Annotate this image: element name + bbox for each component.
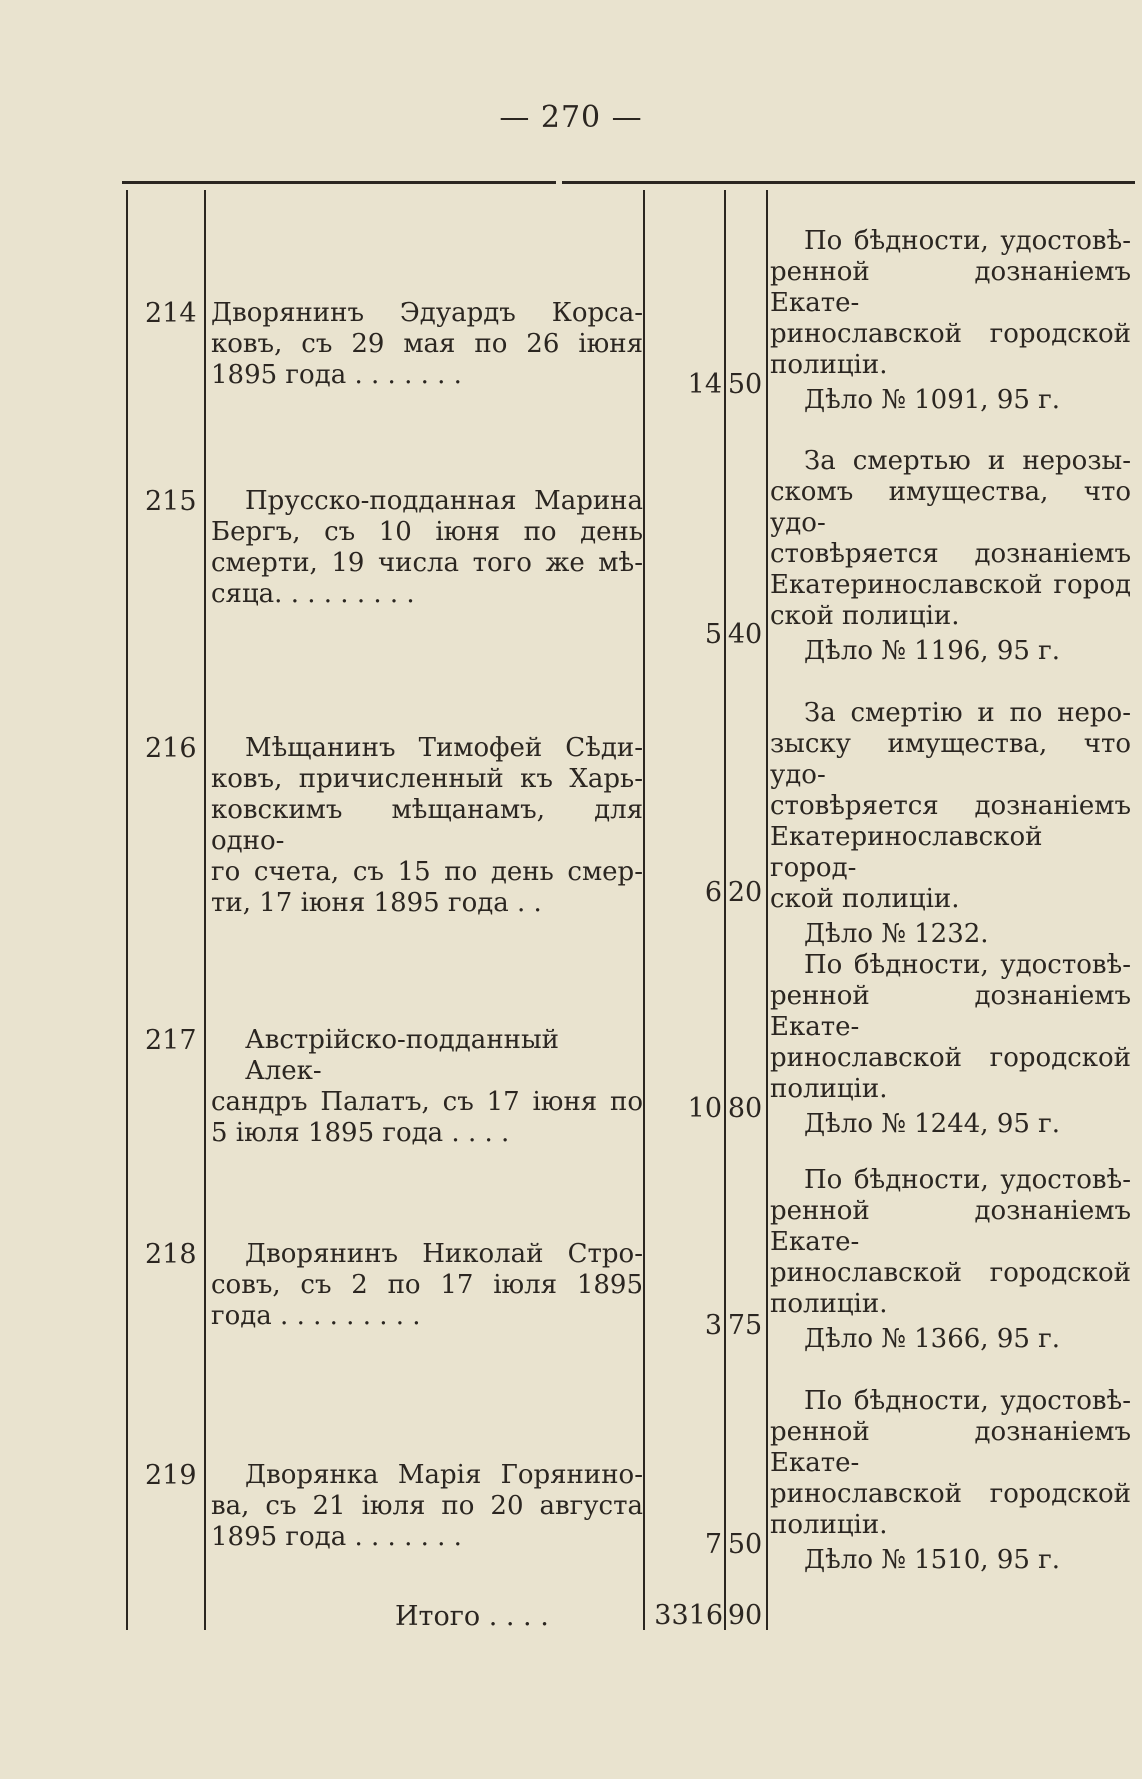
description-line: Бергъ, съ 10 іюня по день — [211, 517, 643, 547]
column-line-rubles-start — [643, 190, 645, 1630]
entry-number: 216 — [145, 733, 197, 764]
note-line: За смертью и нерозы- — [804, 446, 1131, 476]
description-line: ковскимъ мѣщанамъ, для одно- — [211, 795, 643, 856]
amount-rubles: 10 — [687, 1093, 722, 1124]
note-line: По бѣдности, удостовѣ- — [804, 950, 1131, 980]
note-line: ринославской городской — [770, 1258, 1131, 1288]
description-line: 1895 года . . . . . . . — [211, 1522, 462, 1552]
case-reference: Дѣло № 1510, 95 г. — [804, 1545, 1061, 1575]
note-line: скомъ имущества, что удо- — [770, 477, 1131, 538]
note-line: зыску имущества, что удо- — [770, 729, 1131, 790]
total-rubles: 3316 — [654, 1600, 723, 1631]
entry-description — [211, 1460, 643, 1553]
amount-rubles: 5 — [704, 619, 722, 650]
column-line-notes-start — [766, 190, 768, 1630]
note-line: ренной дознаніемъ Екате- — [770, 1417, 1131, 1478]
case-reference: Дѣло № 1232. — [804, 919, 989, 949]
amount-rubles: 3 — [704, 1310, 722, 1341]
total-label: Итого . . . . — [395, 1601, 549, 1632]
note-line: Екатеринославской город- — [770, 822, 1043, 883]
amount-kopecks: 50 — [727, 1529, 763, 1560]
entry-description — [211, 486, 643, 610]
note-line: По бѣдности, удостовѣ- — [804, 1165, 1131, 1195]
description-line: сандръ Палатъ, съ 17 іюня по — [211, 1087, 643, 1117]
note-line: По бѣдности, удостовѣ- — [804, 226, 1131, 256]
entry-number: 218 — [145, 1239, 197, 1270]
note-line: полиціи. — [770, 1510, 888, 1540]
description-line: сяца. . . . . . . . . — [211, 579, 415, 609]
entry-number: 215 — [145, 486, 197, 517]
description-line: Прусско-подданная Марина — [245, 486, 643, 516]
column-line-left — [126, 190, 128, 1630]
note-line: ринославской городской — [770, 1479, 1131, 1509]
entry-description — [211, 1025, 643, 1149]
entry-note — [770, 1165, 1131, 1355]
note-line: полиціи. — [770, 1074, 888, 1104]
description-line: ковъ, съ 29 мая по 26 іюня — [211, 329, 643, 359]
case-reference: Дѣло № 1366, 95 г. — [804, 1324, 1061, 1354]
amount-kopecks: 80 — [727, 1093, 763, 1124]
note-line: ренной дознаніемъ Екате- — [770, 257, 1131, 318]
entry-note — [770, 226, 1131, 416]
description-line: смерти, 19 числа того же мѣ- — [211, 548, 643, 578]
note-line: ской полиціи. — [770, 884, 960, 914]
column-line-number — [204, 190, 206, 1630]
amount-kopecks: 50 — [727, 369, 763, 400]
note-line: полиціи. — [770, 350, 888, 380]
description-line: ти, 17 іюня 1895 года . . — [211, 888, 542, 918]
case-reference: Дѣло № 1196, 95 г. — [804, 636, 1061, 666]
amount-kopecks: 40 — [727, 619, 763, 650]
entry-description — [211, 733, 643, 919]
description-line: 5 іюля 1895 года . . . . — [211, 1118, 510, 1148]
description-line: Австрійско-подданный Алек- — [245, 1025, 559, 1086]
description-line: Дворянинъ Эдуардъ Корса- — [211, 298, 643, 328]
description-line: Дворянинъ Николай Стро- — [245, 1239, 643, 1269]
description-line: совъ, съ 2 по 17 іюля 1895 — [211, 1270, 643, 1300]
note-line: ринославской городской — [770, 1043, 1131, 1073]
entry-description — [211, 298, 643, 391]
entry-number: 217 — [145, 1025, 197, 1056]
amount-kopecks: 75 — [727, 1310, 763, 1341]
entry-number: 219 — [145, 1460, 197, 1491]
note-line: ринославской городской — [770, 319, 1131, 349]
amount-rubles: 14 — [687, 369, 722, 400]
note-line: ренной дознаніемъ Екате- — [770, 1196, 1131, 1257]
entry-note — [770, 1386, 1131, 1576]
note-line: стовѣряется дознаніемъ — [770, 539, 1131, 569]
amount-rubles: 6 — [704, 877, 722, 908]
amount-kopecks: 20 — [727, 877, 763, 908]
top-rule-left — [122, 181, 556, 184]
description-line: года . . . . . . . . . — [211, 1301, 421, 1331]
total-kopecks: 90 — [727, 1600, 763, 1631]
description-line: Дворянка Марія Горянино- — [245, 1460, 643, 1490]
page-number: — 270 — — [499, 100, 643, 135]
column-line-kopecks-start — [724, 190, 726, 1630]
note-line: полиціи. — [770, 1289, 888, 1319]
top-rule-right — [562, 181, 1135, 184]
description-line: 1895 года . . . . . . . — [211, 360, 462, 390]
note-line: ренной дознаніемъ Екате- — [770, 981, 1131, 1042]
entry-note — [770, 698, 1131, 950]
entry-note — [770, 950, 1131, 1140]
case-reference: Дѣло № 1244, 95 г. — [804, 1109, 1061, 1139]
description-line: ковъ, причисленный къ Харь- — [211, 764, 643, 794]
description-line: го счета, съ 15 по день смер- — [211, 857, 643, 887]
note-line: ской полиціи. — [770, 601, 960, 631]
entry-note — [770, 446, 1131, 667]
note-line: Екатеринославской город — [770, 570, 1131, 600]
note-line: По бѣдности, удостовѣ- — [804, 1386, 1131, 1416]
note-line: стовѣряется дознаніемъ — [770, 791, 1131, 821]
entry-number: 214 — [145, 298, 197, 329]
description-line: ва, съ 21 іюля по 20 августа — [211, 1491, 643, 1521]
description-line: Мѣщанинъ Тимофей Сѣди- — [245, 733, 643, 763]
entry-description — [211, 1239, 643, 1332]
note-line: За смертію и по неро- — [804, 698, 1131, 728]
case-reference: Дѣло № 1091, 95 г. — [804, 385, 1061, 415]
amount-rubles: 7 — [704, 1529, 722, 1560]
